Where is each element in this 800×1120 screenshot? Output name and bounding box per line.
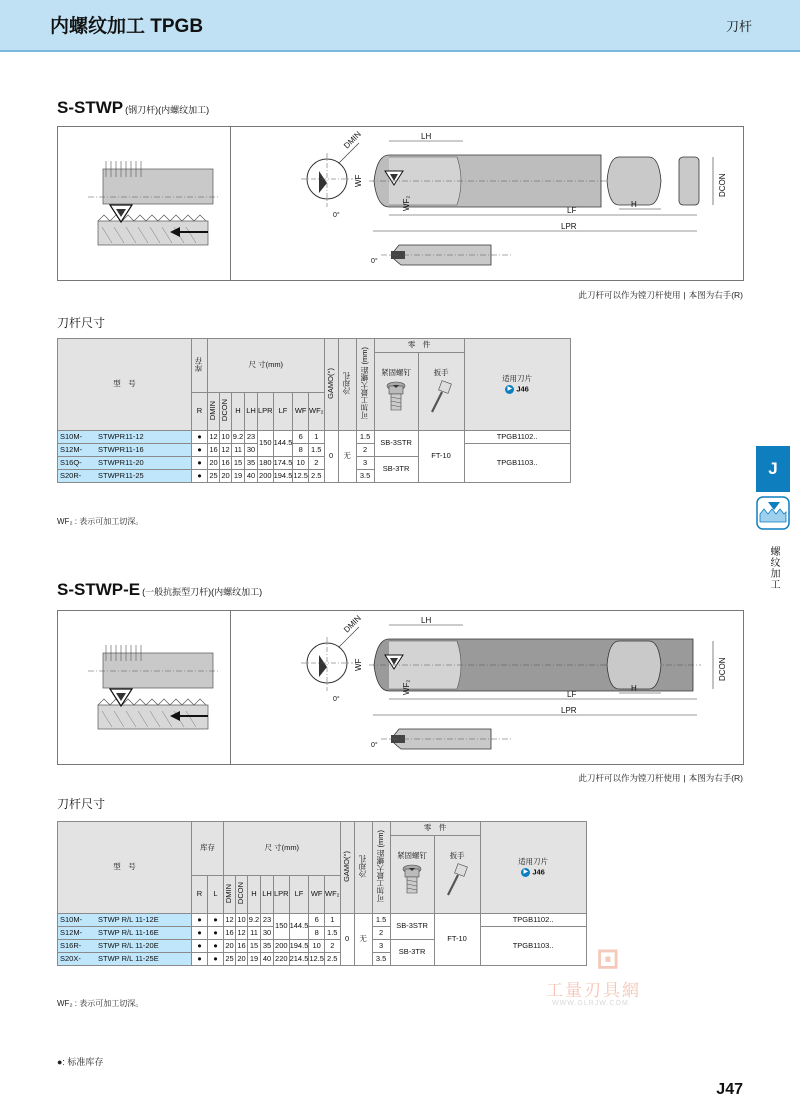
drawing-note — [578, 772, 743, 784]
insert-page-ref[interactable]: J46 — [516, 384, 529, 394]
header-max-pitch-text: 可加工最大螺距 (mm) — [359, 347, 369, 420]
wf2: 2 — [324, 940, 340, 953]
arrow-circle-icon: ▶ — [521, 868, 530, 877]
wf2-label: WF₂ — [402, 679, 411, 695]
dcon: 20 — [236, 953, 248, 966]
lh-label: LH — [421, 132, 432, 141]
pitch: 3 — [356, 457, 374, 470]
wf2: 2.5 — [324, 953, 340, 966]
stock-l: ● — [208, 914, 224, 927]
table-row — [58, 444, 571, 457]
wf: 10 — [309, 940, 325, 953]
h-label: H — [631, 200, 637, 209]
screw-icon — [385, 380, 407, 414]
pitch: 3.5 — [356, 470, 374, 483]
header-screw — [374, 353, 418, 431]
drawing-box-s-stwp-e — [57, 610, 744, 765]
header-gamo — [324, 339, 338, 431]
dmin: 12 — [208, 431, 220, 444]
h: 19 — [248, 953, 261, 966]
wf: 8 — [309, 927, 325, 940]
model-cell[interactable]: S16Q- STWPR11-20 — [58, 457, 192, 470]
header-wf: WF — [293, 393, 309, 431]
dimension-drawing — [231, 127, 743, 282]
stock-legend: ●: 标准库存 — [57, 1057, 104, 1067]
header-coolant-text: 冷却孔 — [357, 855, 367, 878]
header-stock-text: 库存 — [194, 356, 204, 372]
stock-r: ● — [192, 914, 208, 927]
header-dims: 尺 寸(mm) — [224, 822, 341, 876]
dcon-label: DCON — [718, 173, 727, 197]
lf: 194.5 — [289, 940, 309, 953]
wf2: 1 — [308, 431, 324, 444]
insert: TPGB1103.. — [464, 444, 570, 483]
note-separator: | — [683, 773, 686, 783]
wrench-icon — [426, 380, 456, 414]
lf-label: LF — [567, 206, 577, 215]
note-separator: | — [683, 290, 686, 300]
h: 9.2 — [232, 431, 245, 444]
wf-label: WF — [354, 174, 363, 187]
screw: SB-3STR — [374, 431, 418, 457]
header-coolant — [338, 339, 356, 431]
angle-label: 0° — [333, 696, 340, 703]
lh: 40 — [261, 953, 274, 966]
header-screw — [390, 836, 434, 914]
lpr-label: LPR — [561, 706, 577, 715]
drawing-box-s-stwp — [57, 126, 744, 281]
dmin: 16 — [224, 927, 236, 940]
table-row — [58, 431, 571, 444]
stock-r: ● — [192, 940, 208, 953]
dmin: 16 — [208, 444, 220, 457]
screw-icon — [401, 863, 423, 897]
h: 19 — [232, 470, 245, 483]
lh-label: LH — [421, 616, 432, 625]
insert: TPGB1103.. — [480, 927, 586, 966]
pitch: 1.5 — [372, 914, 390, 927]
thread-icon — [756, 496, 790, 530]
header-stock — [192, 339, 208, 393]
drawing-note — [578, 289, 743, 301]
wf: 10 — [293, 457, 309, 470]
model-cell[interactable]: S16R- STWP R/L 11-20E — [58, 940, 192, 953]
coolant: 无 — [354, 914, 372, 966]
insert-page-ref[interactable]: J46 — [532, 867, 545, 877]
machining-illustration — [58, 127, 230, 282]
section-title-s-stwp — [57, 98, 209, 118]
wf: 6 — [293, 431, 309, 444]
h: 11 — [232, 444, 245, 457]
wf: 12.5 — [293, 470, 309, 483]
h: 15 — [232, 457, 245, 470]
dmin: 25 — [208, 470, 220, 483]
header-h: H — [248, 876, 261, 914]
note-boring-bar: 此刀杆可以作为镗刀杆使用 — [578, 290, 681, 300]
spec-table-s-stwp-e — [57, 821, 587, 966]
wf: 12.5 — [309, 953, 325, 966]
header-lh: LH — [261, 876, 274, 914]
gamo: 0 — [324, 431, 338, 483]
dcon: 16 — [220, 457, 232, 470]
lpr-label: LPR — [561, 222, 577, 231]
dcon: 20 — [220, 470, 232, 483]
dmin: 20 — [224, 940, 236, 953]
note-right-hand: 本图为右手(R) — [688, 290, 743, 300]
angle-label: 0° — [333, 212, 340, 219]
dims-title: 刀杆尺寸 — [57, 316, 106, 330]
gamo: 0 — [340, 914, 354, 966]
model-cell[interactable]: S12M- STWPR11-16 — [58, 444, 192, 457]
dims-title: 刀杆尺寸 — [57, 797, 106, 811]
header-gamo-text: GAMO(°) — [341, 850, 351, 882]
header-insert-text: 适用刀片 — [518, 856, 549, 866]
side-angle-label: 0° — [371, 742, 378, 749]
machining-illustration — [58, 611, 230, 766]
lf-label: LF — [567, 690, 577, 699]
dcon: 12 — [220, 444, 232, 457]
wf2: 1.5 — [308, 444, 324, 457]
h: 15 — [248, 940, 261, 953]
header-model: 型 号 — [58, 339, 192, 431]
section-title-s-stwp-e — [57, 580, 262, 600]
dcon: 10 — [220, 431, 232, 444]
page-title: 内螺纹加工 TPGB — [50, 16, 204, 37]
header-screw-text: 紧固螺钉 — [381, 368, 412, 378]
chapter-label: 螺纹加工 — [768, 546, 779, 590]
header-insert — [464, 339, 570, 431]
header-lf: LF — [273, 393, 293, 431]
header-wf: WF — [309, 876, 325, 914]
header-h: H — [232, 393, 245, 431]
header-wf2: WF₂ — [308, 393, 324, 431]
header-stock-l: L — [208, 876, 224, 914]
header-wrench-text: 扳手 — [433, 368, 449, 378]
insert: TPGB1102.. — [480, 914, 586, 927]
lpr: 220 — [274, 953, 290, 966]
header-lpr: LPR — [258, 393, 274, 431]
header-screw-text: 紧固螺钉 — [397, 851, 428, 861]
dcon: 16 — [236, 940, 248, 953]
header-insert — [480, 822, 586, 914]
wf2: 1.5 — [324, 927, 340, 940]
screw: SB-3TR — [390, 940, 434, 966]
header-wrench-text: 扳手 — [449, 851, 465, 861]
h-label: H — [631, 684, 637, 693]
header-dcon — [220, 393, 232, 431]
lpr: 180 — [258, 457, 274, 470]
page-number: J47 — [716, 1081, 743, 1098]
dcon: 10 — [236, 914, 248, 927]
footnote-wf2: WF₂ : 表示可加工切深。 — [57, 999, 144, 1008]
wf2-label: WF₂ — [402, 195, 411, 211]
dmin: 25 — [224, 953, 236, 966]
page-header — [0, 0, 800, 52]
model-cell[interactable]: S10M- STWP R/L 11-12E — [58, 914, 192, 927]
note-boring-bar: 此刀杆可以作为镗刀杆使用 — [578, 773, 681, 783]
model-cell[interactable]: S12M- STWP R/L 11-16E — [58, 927, 192, 940]
lh: 40 — [245, 470, 258, 483]
watermark-url: WWW.GLRJW.COM — [552, 1000, 629, 1007]
wf2: 1 — [324, 914, 340, 927]
stock-l: ● — [208, 953, 224, 966]
header-dcon — [236, 876, 248, 914]
lpr: 200 — [274, 940, 290, 953]
stock-r: ● — [192, 457, 208, 470]
watermark-text: 工量刃具網 — [546, 981, 641, 1000]
stock-r: ● — [192, 927, 208, 940]
category-label: 刀杆 — [725, 19, 752, 34]
header-dmin-text: DMIN — [224, 883, 234, 903]
lf: 174.5 — [273, 457, 293, 470]
model-cell[interactable]: S10M- STWPR11-12 — [58, 431, 192, 444]
section-subtitle: (一般抗振型刀杆)(内螺纹加工) — [142, 587, 263, 597]
model-cell[interactable]: S20R- STWPR11-25 — [58, 470, 192, 483]
wf2: 2.5 — [308, 470, 324, 483]
header-dcon-text: DCON — [236, 882, 246, 905]
header-wrench — [418, 353, 464, 431]
header-dmin — [224, 876, 236, 914]
dimension-drawing — [231, 611, 743, 766]
header-coolant-text: 冷却孔 — [341, 372, 351, 395]
wrench: FT-10 — [418, 431, 464, 483]
section-subtitle: (钢刀杆)(内螺纹加工) — [125, 105, 210, 115]
lpr: 200 — [258, 470, 274, 483]
wrench: FT-10 — [434, 914, 480, 966]
header-gamo — [340, 822, 354, 914]
h: 11 — [248, 927, 261, 940]
header-dmin-text: DMIN — [208, 400, 218, 420]
chapter-tab[interactable]: J — [756, 446, 790, 492]
pitch: 2 — [372, 927, 390, 940]
arrow-circle-icon: ▶ — [505, 385, 514, 394]
lpr: 150 — [274, 914, 290, 940]
screw: SB-3STR — [390, 914, 434, 940]
wf: 8 — [293, 444, 309, 457]
header-max-pitch — [356, 339, 374, 431]
stock-l: ● — [208, 940, 224, 953]
note-right-hand: 本图为右手(R) — [688, 773, 743, 783]
lf: 194.5 — [273, 470, 293, 483]
side-angle-label: 0° — [371, 258, 378, 265]
header-dmin — [208, 393, 220, 431]
table-row — [58, 927, 587, 940]
dmin-label: DMIN — [342, 613, 363, 635]
lf: 214.5 — [289, 953, 309, 966]
stock-r: ● — [192, 953, 208, 966]
dcon: 12 — [236, 927, 248, 940]
pitch: 1.5 — [356, 431, 374, 444]
lh: 23 — [261, 914, 274, 927]
stock-r: ● — [192, 444, 208, 457]
lh: 23 — [245, 431, 258, 444]
header-stock-r: R — [192, 393, 208, 431]
header-wf2: WF₂ — [324, 876, 340, 914]
header-dims: 尺 寸(mm) — [208, 339, 325, 393]
header-lpr: LPR — [274, 876, 290, 914]
header-max-pitch-text: 可加工最大螺距 (mm) — [375, 830, 385, 903]
watermark-logo-icon: ⊡ — [596, 943, 620, 974]
header-dcon-text: DCON — [220, 399, 230, 422]
wf-label: WF — [354, 658, 363, 671]
dmin-label: DMIN — [342, 129, 363, 151]
wf: 6 — [309, 914, 325, 927]
section-name: S-STWP — [57, 98, 124, 117]
header-stock: 库存 — [192, 822, 224, 876]
screw: SB-3TR — [374, 457, 418, 483]
coolant: 无 — [338, 431, 356, 483]
section-name: S-STWP-E — [57, 580, 141, 599]
stock-r: ● — [192, 431, 208, 444]
h: 9.2 — [248, 914, 261, 927]
lh: 30 — [245, 444, 258, 457]
lh: 30 — [261, 927, 274, 940]
footnote-wf2: WF₂ : 表示可加工切深。 — [57, 517, 144, 526]
pitch: 2 — [356, 444, 374, 457]
header-lh: LH — [245, 393, 258, 431]
pitch: 3 — [372, 940, 390, 953]
dcon-label: DCON — [718, 657, 727, 681]
header-stock-r: R — [192, 876, 208, 914]
header-max-pitch — [372, 822, 390, 914]
stock-l: ● — [208, 927, 224, 940]
table-row — [58, 914, 587, 927]
lh: 35 — [245, 457, 258, 470]
model-cell[interactable]: S20X- STWP R/L 11-25E — [58, 953, 192, 966]
lpr: 150 — [258, 431, 274, 457]
header-lf: LF — [289, 876, 309, 914]
lh: 35 — [261, 940, 274, 953]
header-wrench — [434, 836, 480, 914]
wrench-icon — [442, 863, 472, 897]
wf2: 2 — [308, 457, 324, 470]
stock-r: ● — [192, 470, 208, 483]
header-coolant — [354, 822, 372, 914]
header-model: 型 号 — [58, 822, 192, 914]
pitch: 3.5 — [372, 953, 390, 966]
header-parts: 零 件 — [390, 822, 480, 836]
spec-table-s-stwp — [57, 338, 571, 483]
dmin: 20 — [208, 457, 220, 470]
dmin: 12 — [224, 914, 236, 927]
header-parts: 零 件 — [374, 339, 464, 353]
lf: 144.5 — [273, 431, 293, 457]
lf: 144.5 — [289, 914, 309, 940]
insert: TPGB1102.. — [464, 431, 570, 444]
header-gamo-text: GAMO(°) — [325, 367, 335, 399]
header-insert-text: 适用刀片 — [502, 373, 533, 383]
